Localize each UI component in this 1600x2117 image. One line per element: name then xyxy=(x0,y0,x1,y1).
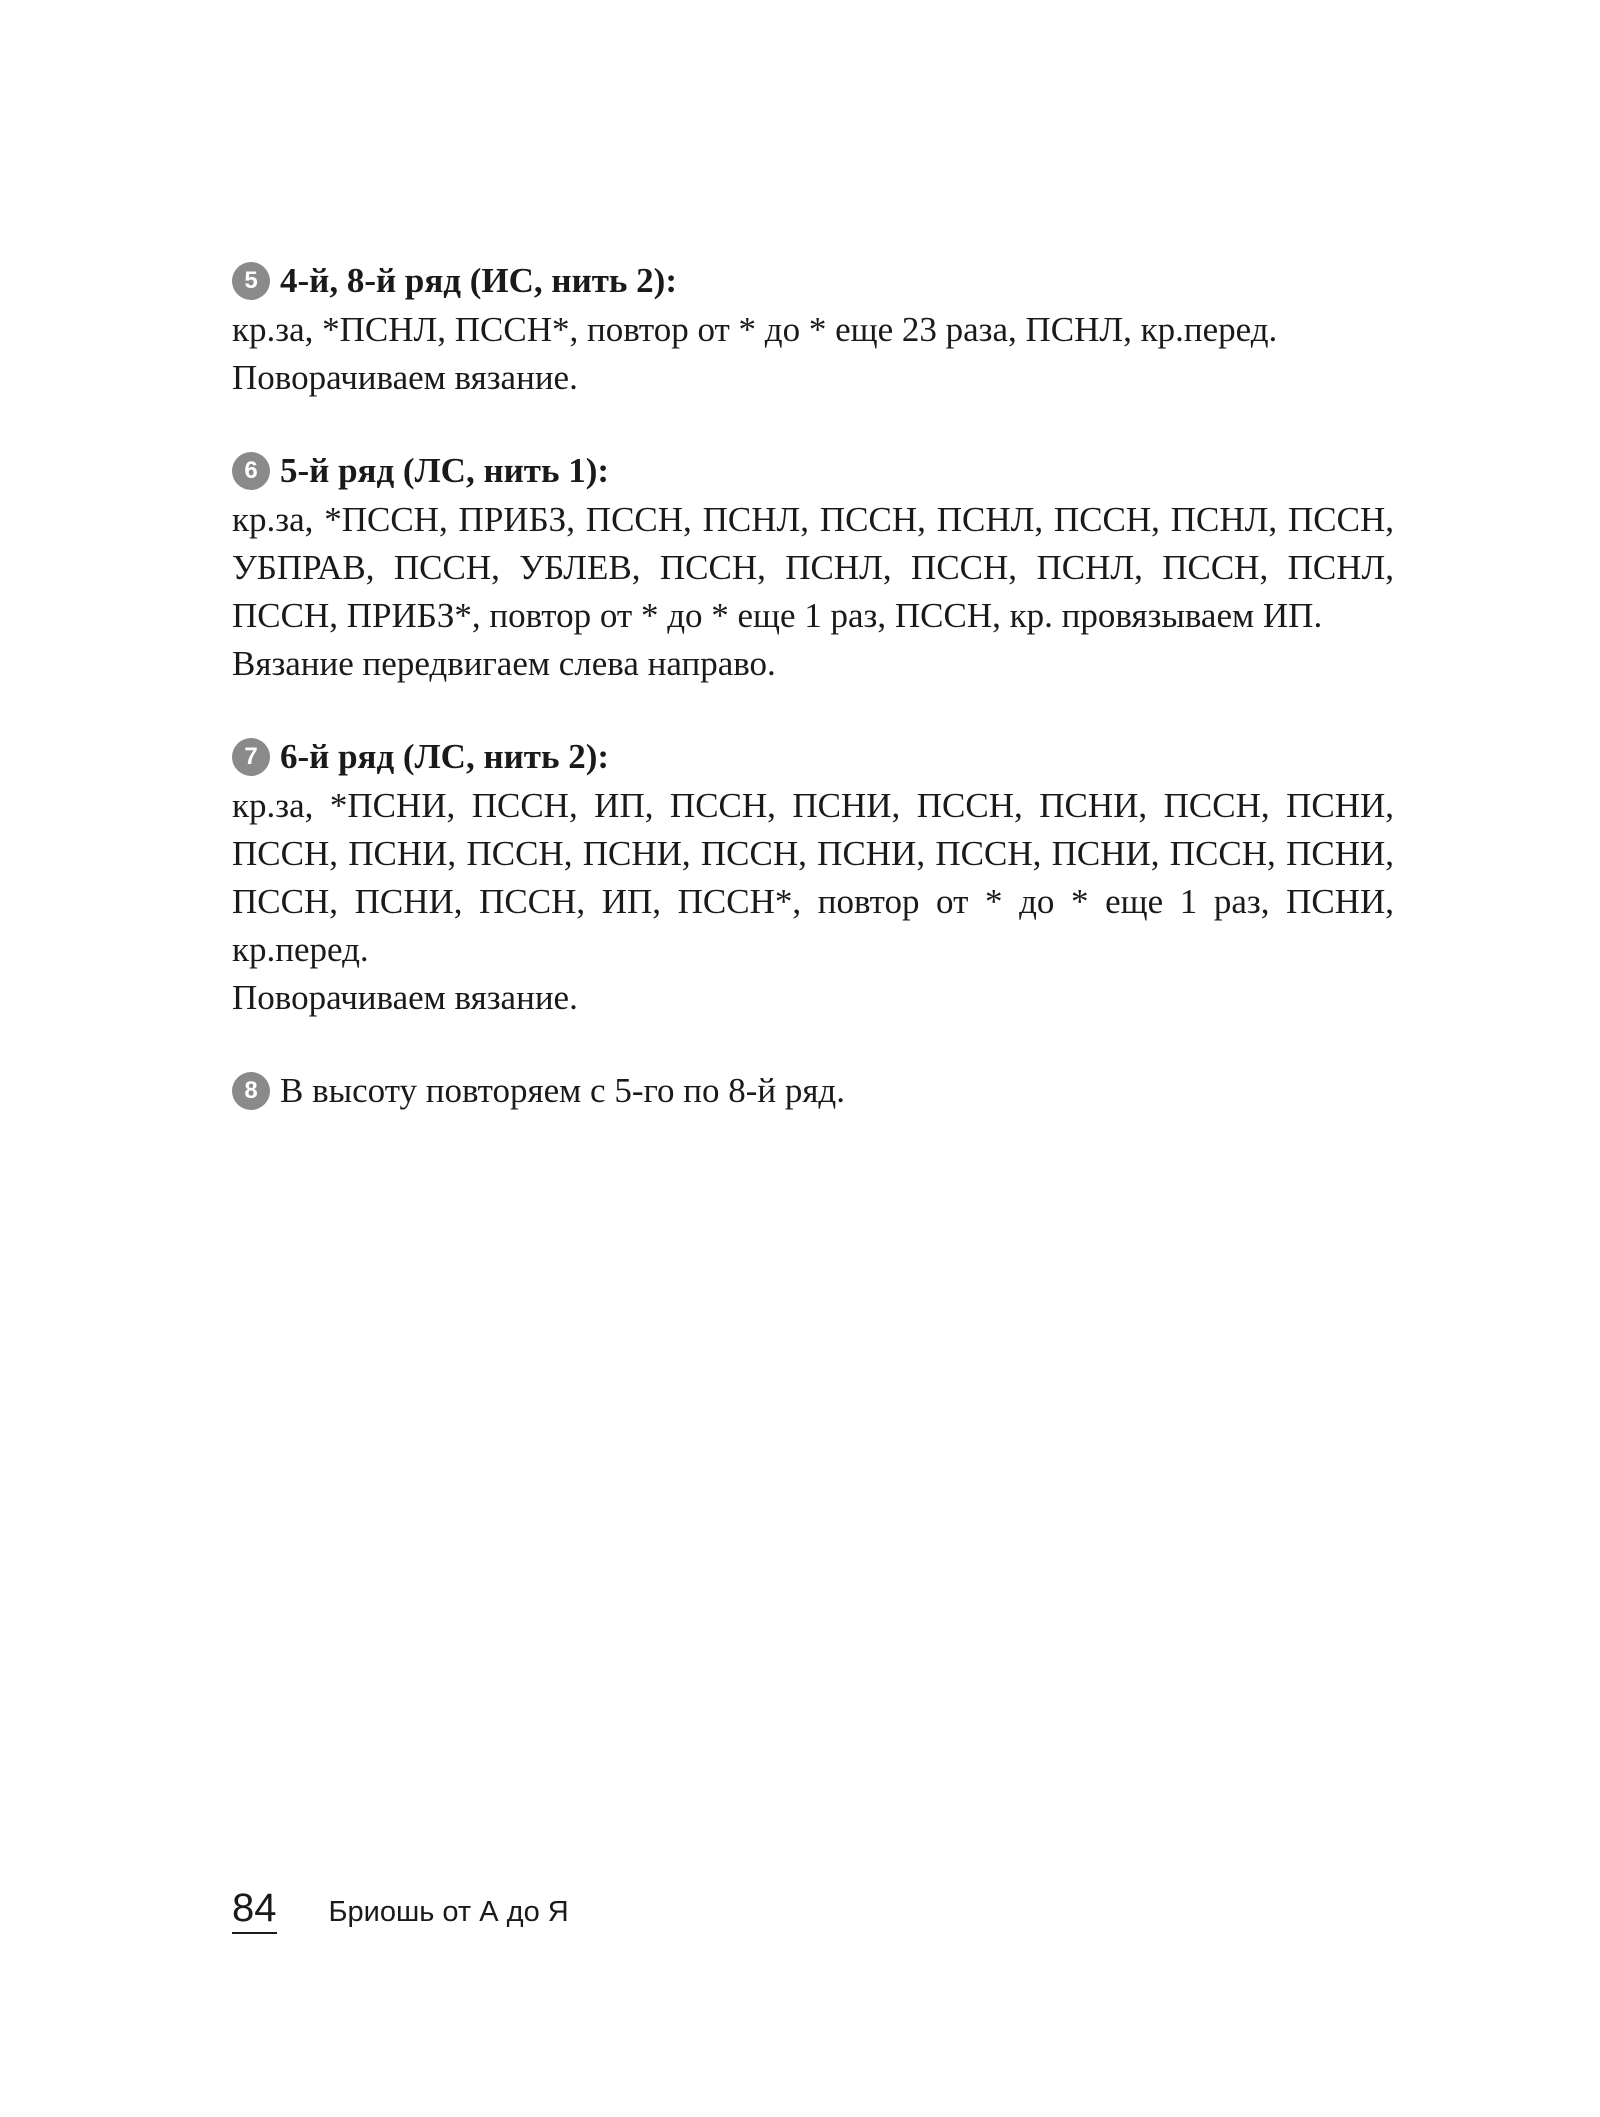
step-6 xyxy=(232,446,1394,688)
page-number: 84 xyxy=(232,1886,277,1934)
step-title: 6-й ряд (ЛС, нить 2): xyxy=(280,737,610,776)
step-heading xyxy=(232,446,1394,496)
step-title: 4-й, 8-й ряд (ИС, нить 2): xyxy=(280,261,677,300)
step-heading xyxy=(232,256,1394,306)
step-number-badge: 6 xyxy=(232,452,270,490)
step-instructions: кр.за, *ПСНЛ, ПССН*, повтор от * до * еще 23 раза, ПСНЛ, кр.перед. xyxy=(232,310,1278,349)
book-title: Бриошь от А до Я xyxy=(328,1896,569,1928)
page-content xyxy=(232,256,1394,1160)
step-instructions: кр.за, *ПСНИ, ПССН, ИП, ПССН, ПСНИ, ПССН, ПСНИ, ПССН, ПСНИ, ПССН, ПСНИ, ПССН, ПСНИ, ПССН, ПСНИ, ПССН, ПСНИ, ПССН, ПСНИ, ПССН, ПСНИ, ПССН, ИП, ПССН*, повтор от * до * еще 1 раз, ПСНИ, кр.перед. xyxy=(232,786,1394,969)
step-title: 5-й ряд (ЛС, нить 1): xyxy=(280,451,610,490)
step-number-badge: 8 xyxy=(232,1072,270,1110)
step-text: В высоту повторяем с 5-го по 8-й ряд. xyxy=(280,1071,845,1110)
step-heading xyxy=(232,732,1394,782)
step-8 xyxy=(232,1066,1394,1116)
step-note: Поворачиваем вязание. xyxy=(232,358,578,397)
step-7 xyxy=(232,732,1394,1022)
step-5 xyxy=(232,256,1394,402)
step-note: Вязание передвигаем слева направо. xyxy=(232,644,776,683)
step-number-badge: 5 xyxy=(232,262,270,300)
step-number-badge: 7 xyxy=(232,738,270,776)
step-heading xyxy=(232,1066,1394,1116)
step-instructions: кр.за, *ПССН, ПРИБЗ, ПССН, ПСНЛ, ПССН, ПСНЛ, ПССН, ПСНЛ, ПССН, УБПРАВ, ПССН, УБЛЕВ, ПССН, ПСНЛ, ПССН, ПСНЛ, ПССН, ПСНЛ, ПССН, ПРИБЗ*, повтор от * до * еще 1 раз, ПССН, кр. провязываем ИП. xyxy=(232,500,1394,635)
page-footer xyxy=(232,1886,569,1934)
step-note: Поворачиваем вязание. xyxy=(232,978,578,1017)
